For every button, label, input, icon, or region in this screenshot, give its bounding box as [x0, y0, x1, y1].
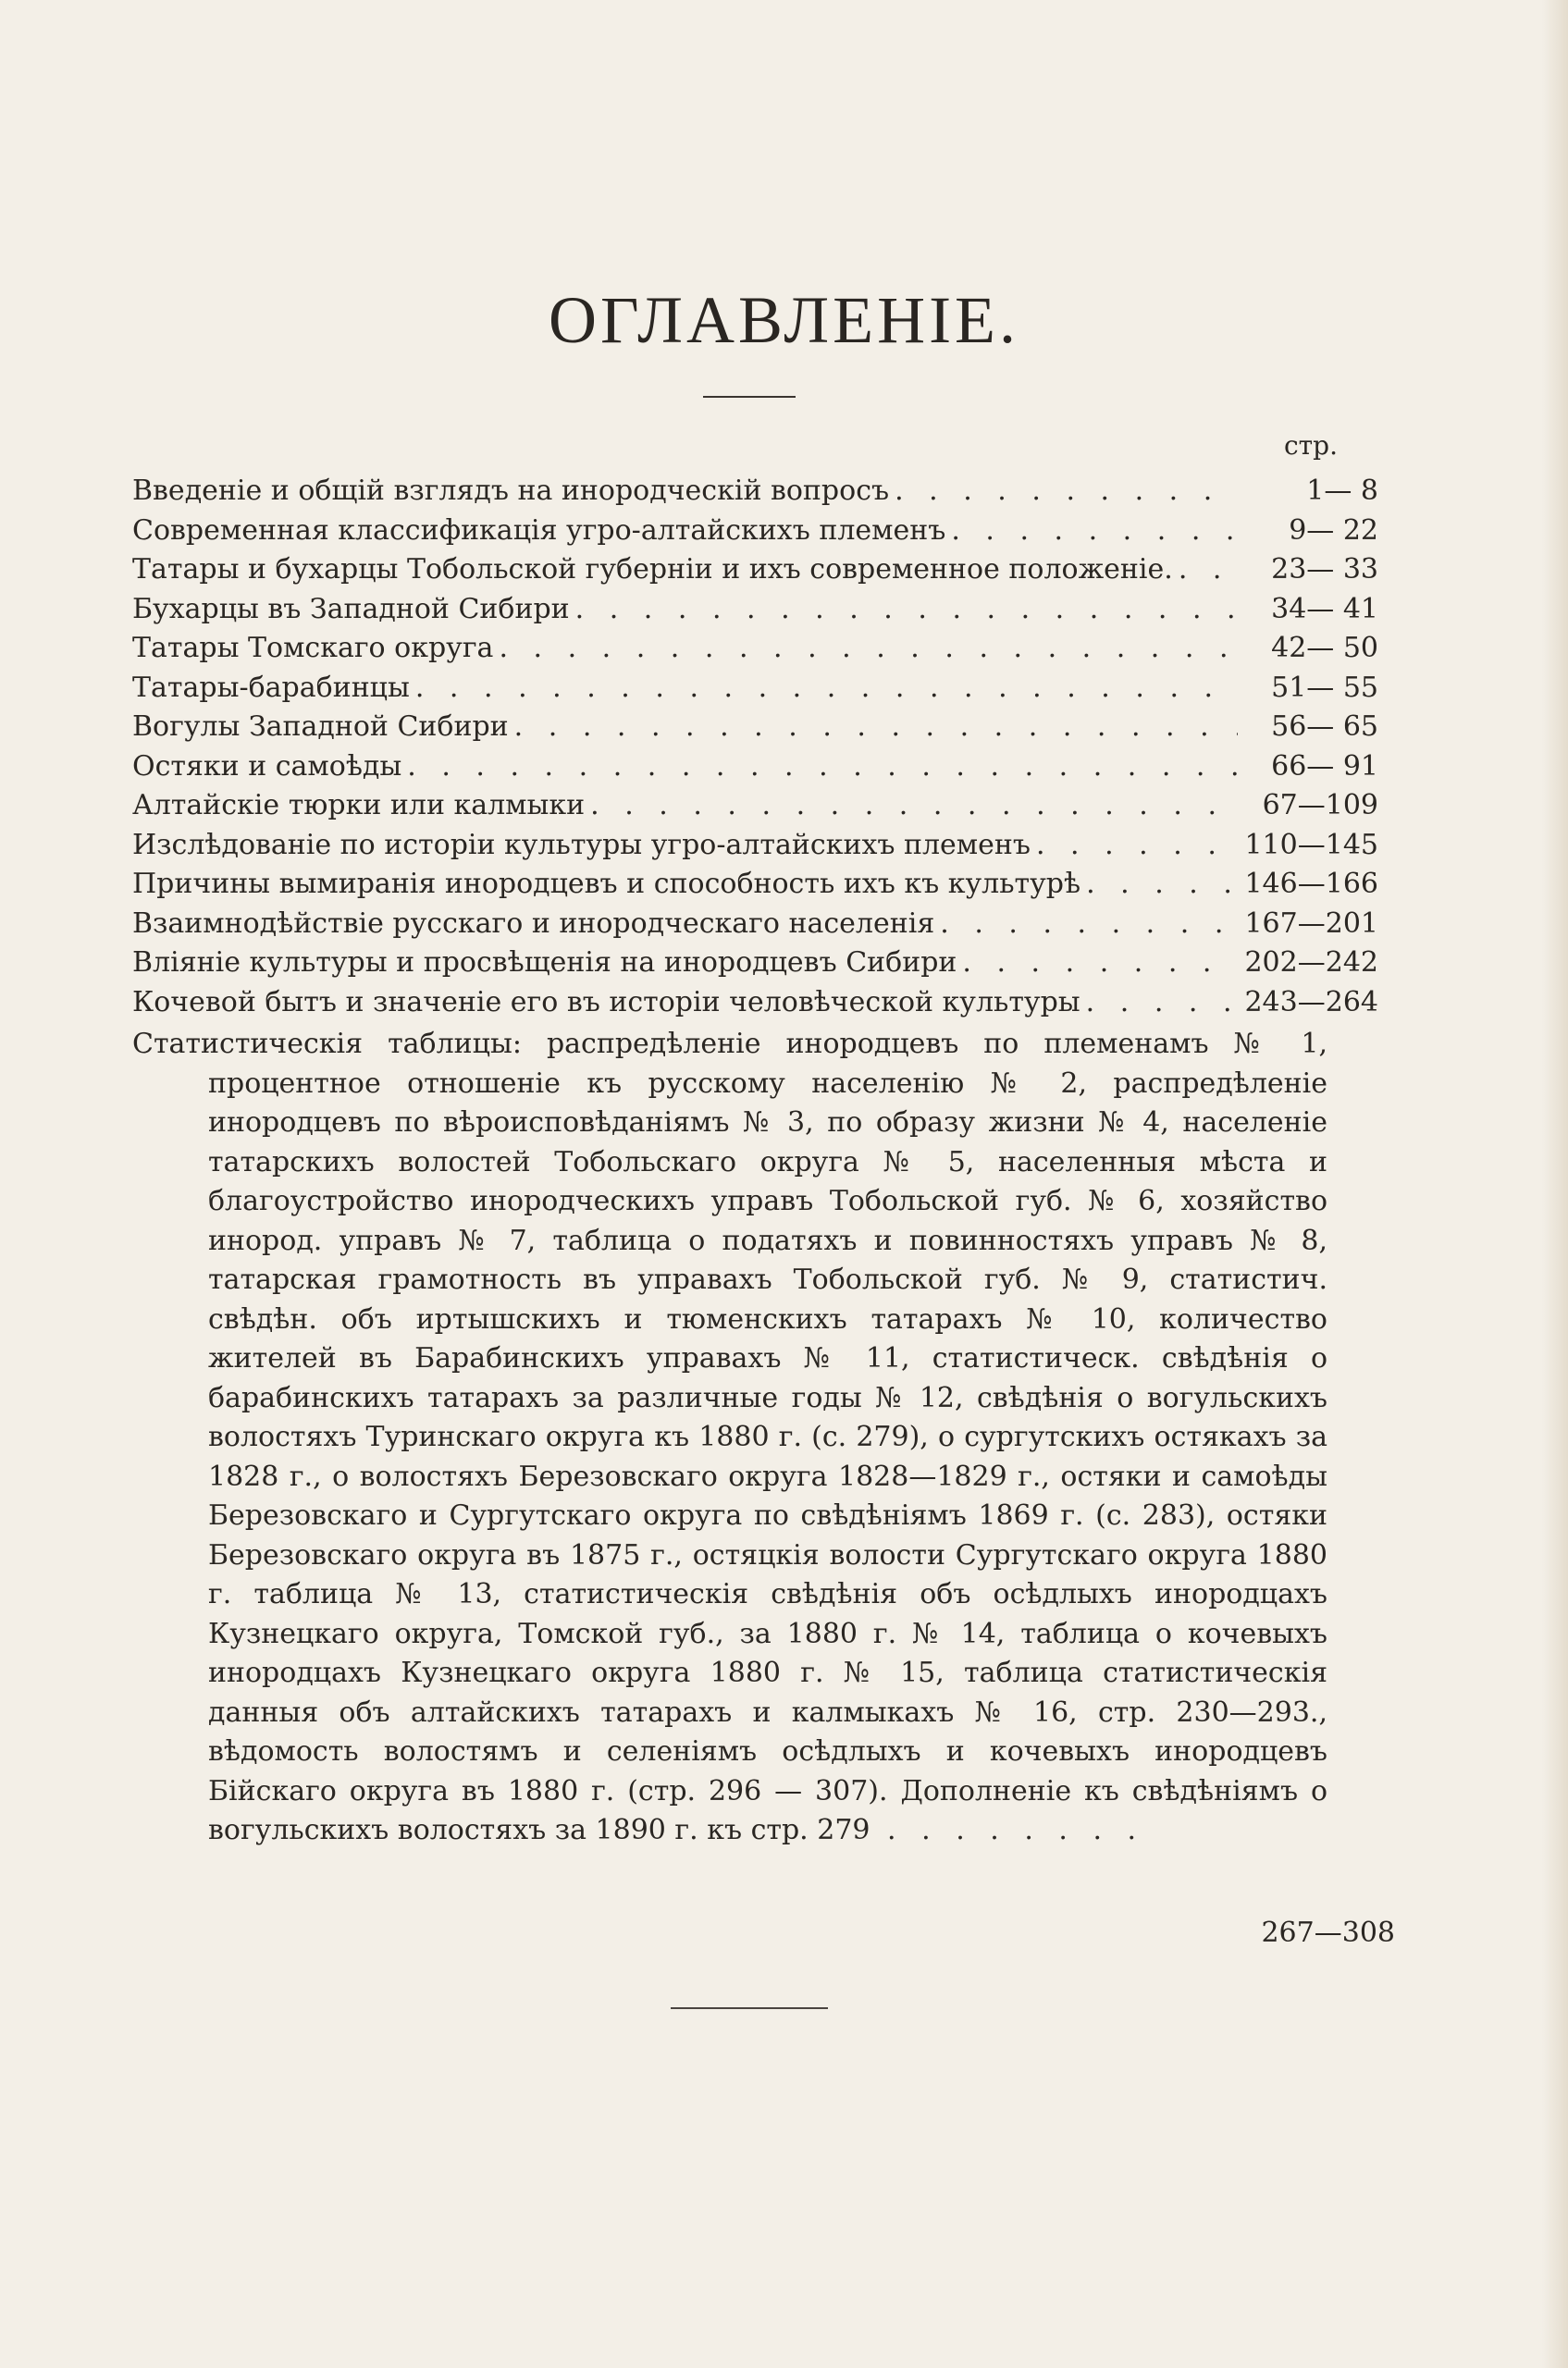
- page-column-label: стр.: [1284, 430, 1338, 461]
- dot-leader: [1179, 550, 1238, 590]
- toc-entry-title: Алтайскіе тюрки или калмыки: [132, 789, 586, 821]
- toc-entry-title: Татары-барабинцы: [132, 671, 410, 704]
- toc-entry: [132, 708, 1378, 747]
- toc-entry-title: Вліяніе культуры и просвѣщенія на инородцевъ Сибири: [132, 946, 957, 979]
- toc-entry-title: Введеніе и общій взглядъ на инородческій вопросъ: [132, 475, 890, 507]
- toc-entry-pages: 9— 22: [1289, 513, 1378, 547]
- toc-entry: [132, 905, 1378, 944]
- dot-leader: . . . . . . . .: [870, 1814, 1145, 1846]
- dot-leader: [415, 669, 1238, 709]
- toc-entry-title: Татары Томскаго округа: [132, 632, 494, 664]
- title-divider: [703, 396, 796, 398]
- toc-entry-title: Современная классификація угро-алтайскихъ племенъ: [132, 513, 946, 547]
- toc-entry: [132, 512, 1378, 551]
- toc-entry-pages: 202—242: [1244, 946, 1378, 979]
- toc-entry: [132, 472, 1378, 512]
- dot-leader: [940, 905, 1238, 944]
- toc-entry: [132, 590, 1378, 630]
- toc-entry-pages: 1— 8: [1306, 475, 1378, 507]
- closing-divider: [671, 2007, 828, 2009]
- dot-leader: [962, 944, 1238, 983]
- dot-leader: [1086, 983, 1238, 1023]
- dot-leader: [895, 472, 1238, 512]
- toc-entry-pages: 167—201: [1244, 906, 1378, 940]
- toc-entry: [132, 786, 1378, 826]
- toc-entry-title: Причины вымиранія инородцевъ и способность ихъ къ культурѣ: [132, 868, 1081, 900]
- toc-entry-pages: 243—264: [1244, 985, 1378, 1018]
- toc-entry: [132, 983, 1378, 1023]
- toc-entry-pages: 146—166: [1244, 868, 1378, 900]
- statistics-tables-pages: 267—308: [1261, 1917, 1395, 1949]
- toc-entry: [132, 747, 1378, 787]
- toc-entry-pages: 56— 65: [1271, 710, 1378, 743]
- toc-entry: [132, 550, 1378, 590]
- toc-entry: [132, 669, 1378, 709]
- toc-entry-pages: 42— 50: [1271, 632, 1378, 664]
- toc-entry-pages: 34— 41: [1271, 592, 1378, 625]
- toc-entry-pages: 51— 55: [1271, 671, 1378, 704]
- toc-entry-title: Кочевой бытъ и значеніе его въ исторіи человѣческой культуры: [132, 985, 1080, 1018]
- toc-entry-pages: 23— 33: [1271, 553, 1378, 586]
- toc-entry: [132, 826, 1378, 866]
- dot-leader: [499, 629, 1238, 669]
- statistics-tables-text: Статистическія таблицы: распредѣленіе инородцевъ по племенамъ № 1, процентное отношеніе къ русскому населенію № 2, распредѣленіе инородцевъ по вѣроисповѣданіямъ № 3, по образу жизни № 4, населеніе татарскихъ волостей Тобольскаго округа № 5, населенныя мѣста и благоустройство инородческихъ управъ Тобольской губ. № 6, хозяйство инород. управъ № 7, таблица о податяхъ и повинностяхъ управъ № 8, татарская грамотность въ управахъ Тобольской губ. № 9, статистич. свѣдѣн. объ иртышскихъ и тюменскихъ татарахъ № 10, количество жителей въ Барабинскихъ управахъ № 11, статистическ. свѣдѣнія о барабинскихъ татарахъ за различные годы № 12, свѣдѣнія о вогульскихъ волостяхъ Туринскаго округа къ 1880 г. (с. 279), о сургутскихъ остякахъ за 1828 г., о волостяхъ Березовскаго округа 1828—1829 г., остяки и самоѣды Березовскаго и Сургутскаго округа по свѣдѣніямъ 1869 г. (с. 283), остяки Березовскаго округа въ 1875 г., остяцкія волости Сургутскаго округа 1880 г. таблица № 13, статистическія свѣдѣнія объ осѣдлыхъ инородцахъ Кузнецкаго округа, Томской губ., за 1880 г. № 14, таблица о кочевыхъ инородцахъ Кузнецкаго округа 1880 г. № 15, таблица статистическія данныя объ алтайскихъ татарахъ и калмыкахъ № 16, стр. 230—293., вѣдомость волостямъ и селеніямъ осѣдлыхъ и кочевыхъ инородцевъ Бійскаго округа въ 1880 г. (стр. 296 — 307). Дополненіе къ свѣдѣніямъ о вогульскихъ волостяхъ за 1890 г. къ стр. 279: [132, 1028, 1327, 1846]
- table-of-contents: [132, 472, 1378, 1022]
- dot-leader: [1086, 865, 1238, 905]
- toc-entry: [132, 865, 1378, 905]
- page-title: ОГЛАВЛЕНІЕ.: [548, 283, 1020, 357]
- dot-leader: [407, 747, 1238, 787]
- dot-leader: [951, 512, 1238, 551]
- statistics-tables-entry: [132, 1025, 1327, 1851]
- toc-entry: [132, 944, 1378, 983]
- toc-entry-pages: 66— 91: [1271, 749, 1378, 783]
- toc-entry-pages: 67—109: [1262, 789, 1378, 821]
- dot-leader: [590, 786, 1238, 826]
- dot-leader: [514, 708, 1238, 747]
- toc-entry-title: Вогулы Западной Сибири: [132, 710, 509, 743]
- toc-entry-title: Изслѣдованіе по исторіи культуры угро-алтайскихъ племенъ: [132, 828, 1031, 861]
- toc-entry-pages: 110—145: [1244, 828, 1378, 861]
- toc-entry-title: Татары и бухарцы Тобольской губерніи и ихъ современное положеніе.: [132, 553, 1173, 586]
- toc-entry: [132, 629, 1378, 669]
- dot-leader: [575, 590, 1238, 630]
- toc-entry-title: Бухарцы въ Западной Сибири: [132, 592, 570, 625]
- toc-entry-title: Взаимнодѣйствіе русскаго и инородческаго населенія: [132, 906, 935, 940]
- dot-leader: [1036, 826, 1238, 866]
- toc-entry-title: Остяки и самоѣды: [132, 749, 402, 783]
